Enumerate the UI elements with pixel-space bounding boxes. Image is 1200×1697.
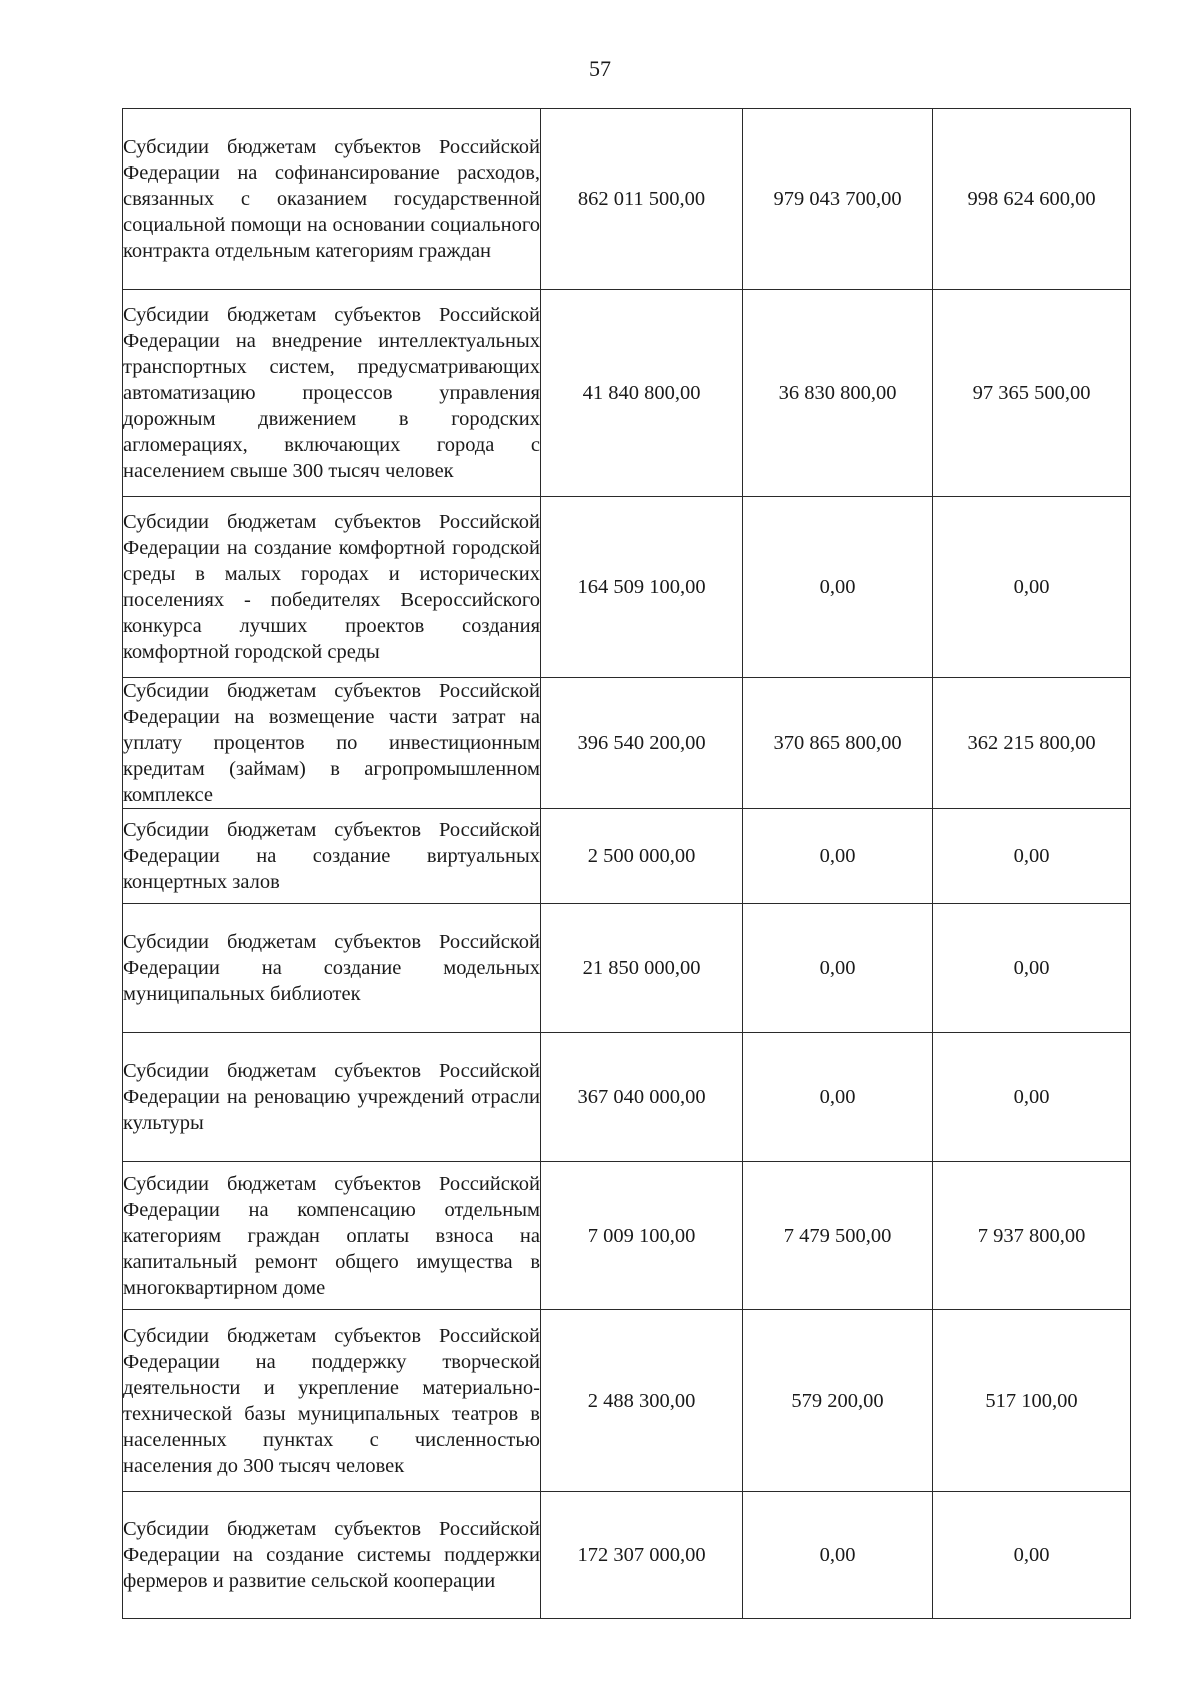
table-row xyxy=(123,678,1131,809)
amount-cell-1: 862 011 500,00 xyxy=(541,109,743,290)
table-row xyxy=(123,1310,1131,1492)
table-row xyxy=(123,809,1131,904)
amount-cell-1: 2 500 000,00 xyxy=(541,809,743,904)
amount-cell-2: 0,00 xyxy=(743,809,933,904)
amount-cell-3: 0,00 xyxy=(933,1492,1131,1619)
amount-cell-2: 7 479 500,00 xyxy=(743,1162,933,1310)
amount-cell-1: 367 040 000,00 xyxy=(541,1033,743,1162)
amount-cell-3: 0,00 xyxy=(933,497,1131,678)
subsidies-table xyxy=(122,108,1131,1619)
amount-cell-2: 579 200,00 xyxy=(743,1310,933,1492)
amount-cell-3: 998 624 600,00 xyxy=(933,109,1131,290)
amount-cell-1: 7 009 100,00 xyxy=(541,1162,743,1310)
amount-cell-3: 0,00 xyxy=(933,809,1131,904)
amount-cell-2: 0,00 xyxy=(743,1492,933,1619)
amount-cell-3: 517 100,00 xyxy=(933,1310,1131,1492)
amount-cell-3: 362 215 800,00 xyxy=(933,678,1131,809)
amount-cell-2: 370 865 800,00 xyxy=(743,678,933,809)
row-description: Субсидии бюджетам субъектов Российской Федерации на создание модельных муниципальных библиотек xyxy=(123,904,541,1033)
table-row xyxy=(123,1492,1131,1619)
row-description: Субсидии бюджетам субъектов Российской Федерации на реновацию учреждений отрасли культуры xyxy=(123,1033,541,1162)
amount-cell-3: 0,00 xyxy=(933,1033,1131,1162)
amount-cell-1: 164 509 100,00 xyxy=(541,497,743,678)
row-description: Субсидии бюджетам субъектов Российской Федерации на создание виртуальных концертных залов xyxy=(123,809,541,904)
table-row xyxy=(123,1162,1131,1310)
row-description: Субсидии бюджетам субъектов Российской Федерации на компенсацию отдельным категориям граждан оплаты взноса на капитальный ремонт общего имущества в многоквартирном доме xyxy=(123,1162,541,1310)
amount-cell-1: 172 307 000,00 xyxy=(541,1492,743,1619)
table-row xyxy=(123,904,1131,1033)
amount-cell-3: 0,00 xyxy=(933,904,1131,1033)
amount-cell-2: 36 830 800,00 xyxy=(743,290,933,497)
table-row xyxy=(123,497,1131,678)
page-number: 57 xyxy=(589,56,611,81)
amount-cell-3: 7 937 800,00 xyxy=(933,1162,1131,1310)
table-row xyxy=(123,1033,1131,1162)
amount-cell-2: 0,00 xyxy=(743,904,933,1033)
row-description: Субсидии бюджетам субъектов Российской Федерации на внедрение интеллектуальных транспортных систем, предусматривающих автоматизацию процессов управления дорожным движением в городских агломерациях, включающих города с населением свыше 300 тысяч человек xyxy=(123,290,541,497)
table-row xyxy=(123,290,1131,497)
amount-cell-2: 979 043 700,00 xyxy=(743,109,933,290)
amount-cell-3: 97 365 500,00 xyxy=(933,290,1131,497)
amount-cell-1: 2 488 300,00 xyxy=(541,1310,743,1492)
table-row xyxy=(123,109,1131,290)
amount-cell-1: 41 840 800,00 xyxy=(541,290,743,497)
amount-cell-1: 396 540 200,00 xyxy=(541,678,743,809)
amount-cell-2: 0,00 xyxy=(743,1033,933,1162)
row-description: Субсидии бюджетам субъектов Российской Федерации на поддержку творческой деятельности и укрепление материально-технической базы муниципальных театров в населенных пунктах с численностью населения до 300 тысяч человек xyxy=(123,1310,541,1492)
amount-cell-1: 21 850 000,00 xyxy=(541,904,743,1033)
row-description: Субсидии бюджетам субъектов Российской Федерации на софинансирование расходов, связанных с оказанием государственной социальной помощи на основании социального контракта отдельным категориям граждан xyxy=(123,109,541,290)
row-description: Субсидии бюджетам субъектов Российской Федерации на возмещение части затрат на уплату процентов по инвестиционным кредитам (займам) в агропромышленном комплексе xyxy=(123,678,541,809)
amount-cell-2: 0,00 xyxy=(743,497,933,678)
row-description: Субсидии бюджетам субъектов Российской Федерации на создание комфортной городской среды в малых городах и исторических поселениях - победителях Всероссийского конкурса лучших проектов создания комфортной городской среды xyxy=(123,497,541,678)
row-description: Субсидии бюджетам субъектов Российской Федерации на создание системы поддержки фермеров и развитие сельской кооперации xyxy=(123,1492,541,1619)
